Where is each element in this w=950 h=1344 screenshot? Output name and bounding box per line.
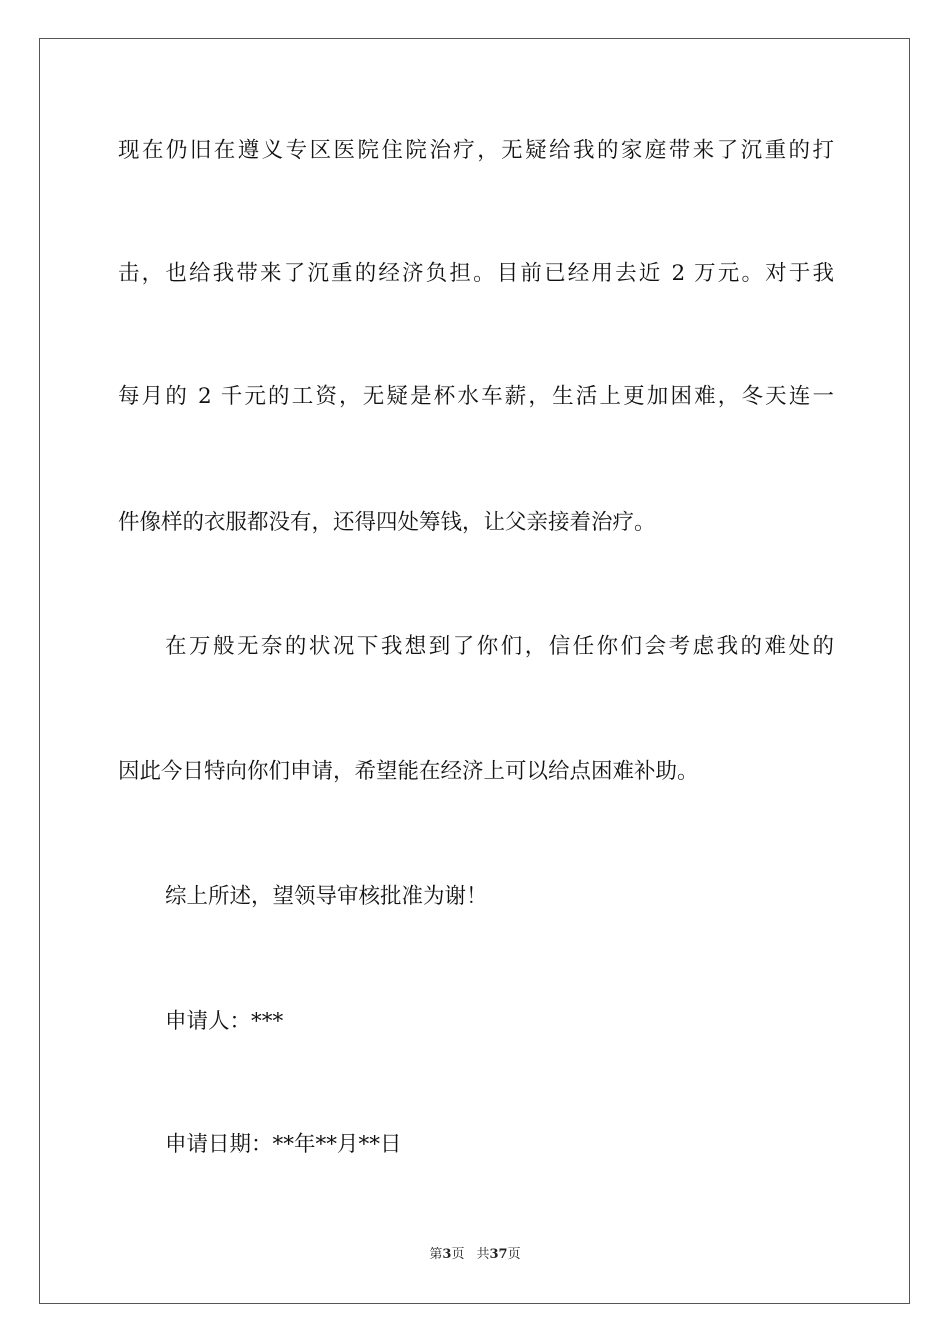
closing-remark: 综上所述，望领导审核批准为谢！ [165,884,488,909]
body-line-5: 在万般无奈的状况下我想到了你们，信任你们会考虑我的难处的 [165,634,834,659]
page-footer [0,1246,950,1264]
body-line-6: 因此今日特向你们申请，希望能在经济上可以给点困难补助。 [118,759,699,784]
total-suffix: 页 [507,1247,521,1262]
application-date-line: 申请日期：**年**月**日 [165,1132,402,1157]
applicant-line: 申请人：*** [165,1009,284,1034]
body-line-3: 每月的 2 千元的工资，无疑是杯水车薪，生活上更加困难，冬天连一 [118,384,834,409]
page-current: 3 [442,1247,452,1262]
page-suffix: 页 [451,1247,465,1262]
page-frame [39,38,910,1304]
page-prefix: 第 [429,1247,443,1262]
total-prefix: 共 [476,1247,490,1262]
body-line-2: 击，也给我带来了沉重的经济负担。目前已经用去近 2 万元。对于我 [118,261,834,286]
body-line-1: 现在仍旧在遵义专区医院住院治疗，无疑给我的家庭带来了沉重的打 [118,138,834,163]
page-total: 37 [489,1247,508,1262]
body-line-4: 件像样的衣服都没有，还得四处筹钱，让父亲接着治疗。 [118,510,656,535]
